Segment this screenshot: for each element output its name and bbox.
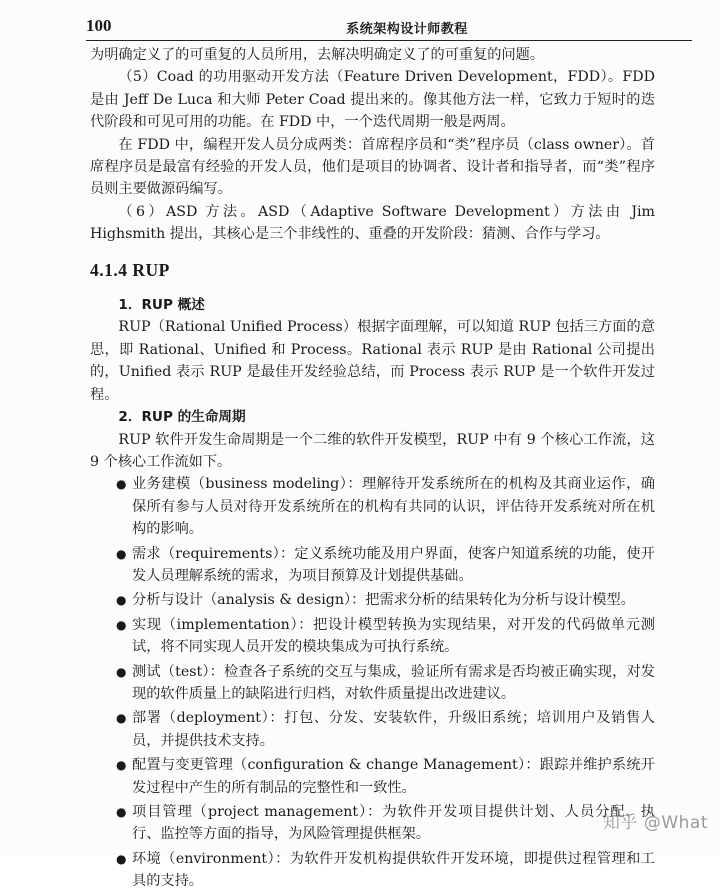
list-item-text: 需求（requirements）：定义系统功能及用户界面，使客户知道系统的功能，使开发人员理解系统的需求，为项目预算及计划提供基础。 <box>132 545 655 584</box>
page-body <box>90 44 655 895</box>
workflow-list <box>90 473 655 892</box>
list-item <box>118 543 655 588</box>
bullet-icon: ● <box>116 664 127 679</box>
list-item-text: 部署（deployment）：打包、分发、安装软件，升级旧系统；培训用户及销售人员，并提供技术支持。 <box>132 710 655 749</box>
bullet-icon: ● <box>116 546 127 561</box>
list-item <box>118 707 655 752</box>
watermark: 知乎 @What <box>602 813 708 833</box>
list-item-text: 配置与变更管理（configuration & change Management）：跟踪并维护系统开发过程中产生的所有制品的完整性和一致性。 <box>132 757 655 796</box>
subsection-title-overview: 1．RUP 概述 <box>118 297 205 314</box>
page-header <box>86 14 692 41</box>
subsection-overview <box>90 294 655 316</box>
subsection-lifecycle <box>90 406 655 428</box>
paragraph-fdd-roles: 在 FDD 中，编程开发人员分成两类：首席程序员和“类”程序员（class owner）。首席程序员是最富有经验的开发人员，他们是项目的协调者、设计者和指导者，而“类”程序员则主要做源码编写。 <box>90 136 655 198</box>
subsection-title-lifecycle: 2．RUP 的生命周期 <box>118 409 246 426</box>
paragraph-continuation: 为明确定义了的可重复的人员所用，去解决明确定义了的可重复的问题。 <box>90 47 545 63</box>
paragraph-asd: （6）ASD 方法。ASD（Adaptive Software Development）方法由 Jim Highsmith 提出，其核心是三个非线性的、重叠的开发阶段：猜测、合作与学习。 <box>90 203 655 243</box>
list-item-text: 实现（implementation）：把设计模型转换为实现结果，对开发的代码做单元测试，将不同实现人员开发的模块集成为可执行系统。 <box>132 616 655 656</box>
paragraph-overview: RUP（Rational Unified Process）根据字面理解，可以知道 RUP 包括三方面的意思，即 Rational、Unified 和 Process。Rational 表示 RUP 是由 Rational 公司提出的，Unified 表示 RUP 是最佳开发经验总结，而 Process 表示 RUP 是一个软件开发过程。 <box>90 319 655 403</box>
list-item-text: 环境（environment）：为软件开发机构提供软件开发环境，即提供过程管理和工具的支持。 <box>132 850 655 890</box>
list-item-text: 分析与设计（analysis & design）：把需求分析的结果转化为分析与设计模型。 <box>132 592 635 609</box>
bullet-icon: ● <box>116 758 127 773</box>
bullet-icon: ● <box>116 477 127 492</box>
paragraph-fdd: （5）Coad 的功用驱动开发方法（Feature Driven Development，FDD）。FDD 是由 Jeff De Luca 和大师 Peter Coad 提出来的。像其他方法一样，它致力于短时的迭代阶段和可见可用的功能。在 FDD 中，一个迭代周期一般是两周。 <box>90 69 655 131</box>
bullet-icon: ● <box>116 593 127 608</box>
page-number: 100 <box>86 16 112 35</box>
list-item <box>118 661 655 706</box>
list-item-text: 测试（test）：检查各子系统的交互与集成，验证所有需求是否均被正确实现，对发现的软件质量上的缺陷进行归档，对软件质量提出改进建议。 <box>132 663 655 702</box>
bullet-icon: ● <box>116 711 127 726</box>
list-item <box>118 801 655 846</box>
list-item-text: 项目管理（project management）：为软件开发项目提供计划、人员分配、执行、监控等方面的指导，为风险管理提供框架。 <box>132 804 655 843</box>
list-item <box>118 754 655 799</box>
list-item-text: 业务建模（business modeling）：理解待开发系统所在的机构及其商业运作，确保所有参与人员对待开发系统所在的机构有共同的认识，评估待开发系统对所在机构的影响。 <box>132 476 655 538</box>
bullet-icon: ● <box>116 617 127 632</box>
list-item <box>118 589 655 611</box>
bullet-icon: ● <box>116 851 127 866</box>
book-title: 系统架构设计师教程 <box>346 22 468 37</box>
paragraph-lifecycle: RUP 软件开发生命周期是一个二维的软件开发模型，RUP 中有 9 个核心工作流，这 9 个核心工作流如下。 <box>90 431 655 470</box>
list-item <box>118 473 655 540</box>
list-item <box>118 614 655 659</box>
bullet-icon: ● <box>116 805 127 819</box>
section-heading: 4.1.4 RUP <box>90 259 170 280</box>
